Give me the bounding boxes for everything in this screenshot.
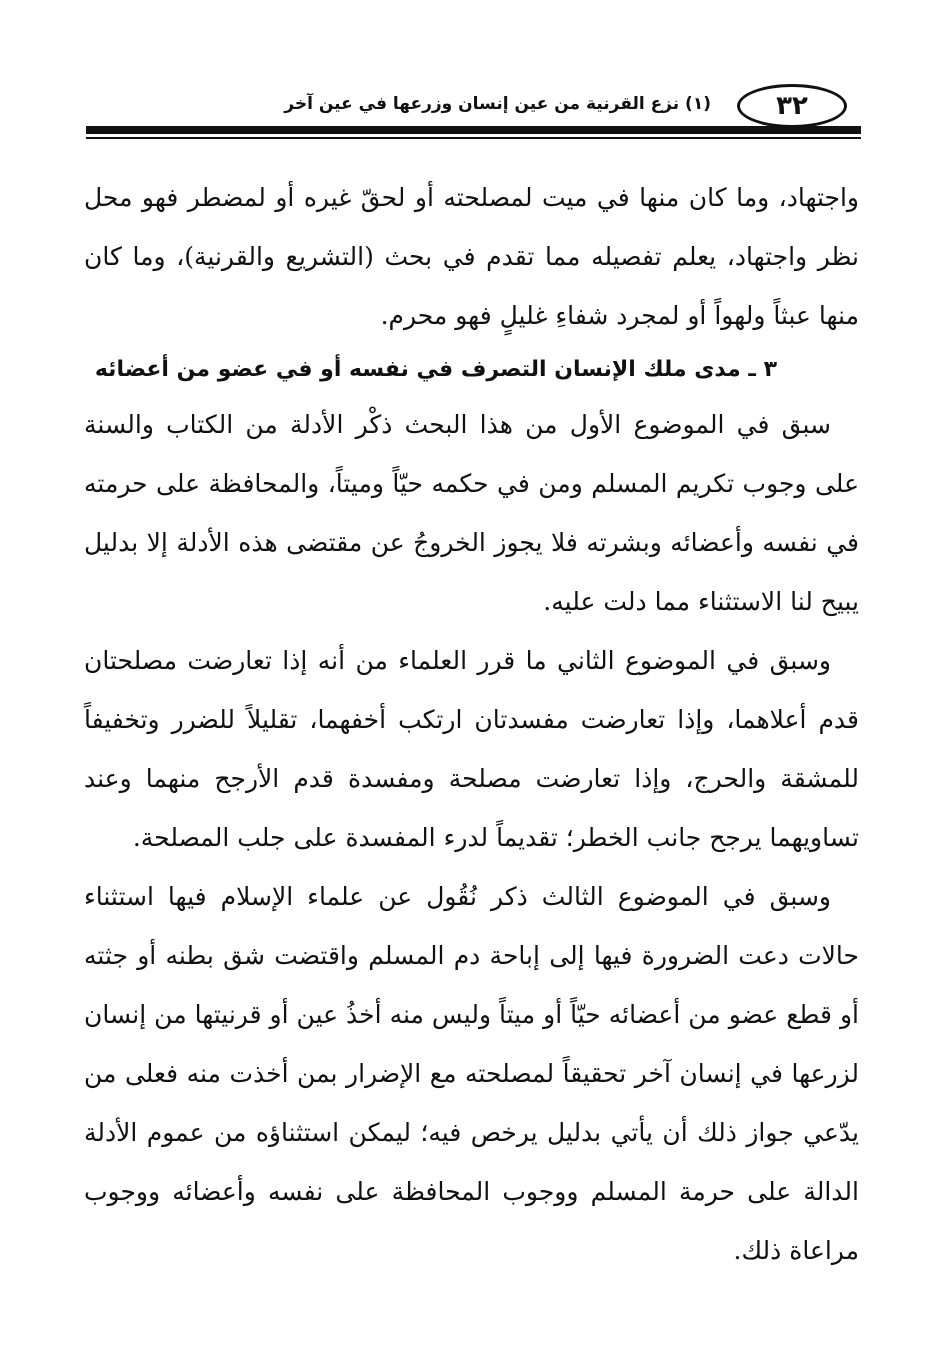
paragraph: وسبق في الموضوع الثالث ذكر نُقُول عن علماء الإسلام فيها استثناء حالات دعت الضرورة فيها إلى إباحة دم المسلم واقتضت شق بطنه أو جثته أو قطع عضو من أعضائه حيّاً أو ميتاً وليس منه أخذُ عين أو قرنيتها من إنسان لزرعها في إنسان آخر تحقيقاً لمصلحته مع الإضرار بمن أخذت منه فعلى من يدّعي جواز ذلك أن يأتي بدليل يرخص فيه؛ ليمكن استثناؤه من عموم الأدلة الدالة على حرمة المسلم ووجوب المحافظة على نفسه وأعضائه ووجوب مراعاة ذلك. [84,882,859,1265]
section-heading: ٣ ـ مدى ملك الإنسان التصرف في نفسه أو في عضو من أعضائه [94,357,777,382]
page-header [86,84,861,136]
running-title: (١) نزع القرنية من عين إنسان وزرعها في عين آخر [284,94,711,114]
header-rule-thick [86,126,861,134]
paragraph: وسبق في الموضوع الثاني ما قرر العلماء من أنه إذا تعارضت مصلحتان قدم أعلاهما، وإذا تعارضت مفسدتان ارتكب أخفهما، تقليلاً للضرر وتخفيفاً للمشقة والحرج، وإذا تعارضت مصلحة ومفسدة قدم الأرجح منهما وعند تساويهما يرجح جانب الخطر؛ تقديماً لدرء المفسدة على جلب المصلحة. [84,646,859,852]
paragraph: سبق في الموضوع الأول من هذا البحث ذكْر الأدلة من الكتاب والسنة على وجوب تكريم المسلم ومن في حكمه حيّاً وميتاً، والمحافظة على حرمته في نفسه وأعضائه وبشرته فلا يجوز الخروجُ عن مقتضى هذه الأدلة إلا بدليل يبيح لنا الاستثناء مما دلت عليه. [84,410,859,616]
body-text [84,168,859,1280]
paragraph-continued: واجتهاد، وما كان منها في ميت لمصلحته أو لحقّ غيره أو لمضطر فهو محل نظر واجتهاد، يعلم تفصيله مما تقدم في بحث (التشريع والقرنية)، وما كان منها عبثاً ولهواً أو لمجرد شفاءِ غليلٍ فهو محرم. [84,183,859,330]
header-rule-thin [86,137,861,139]
page-number: ٣٢ [737,84,847,128]
